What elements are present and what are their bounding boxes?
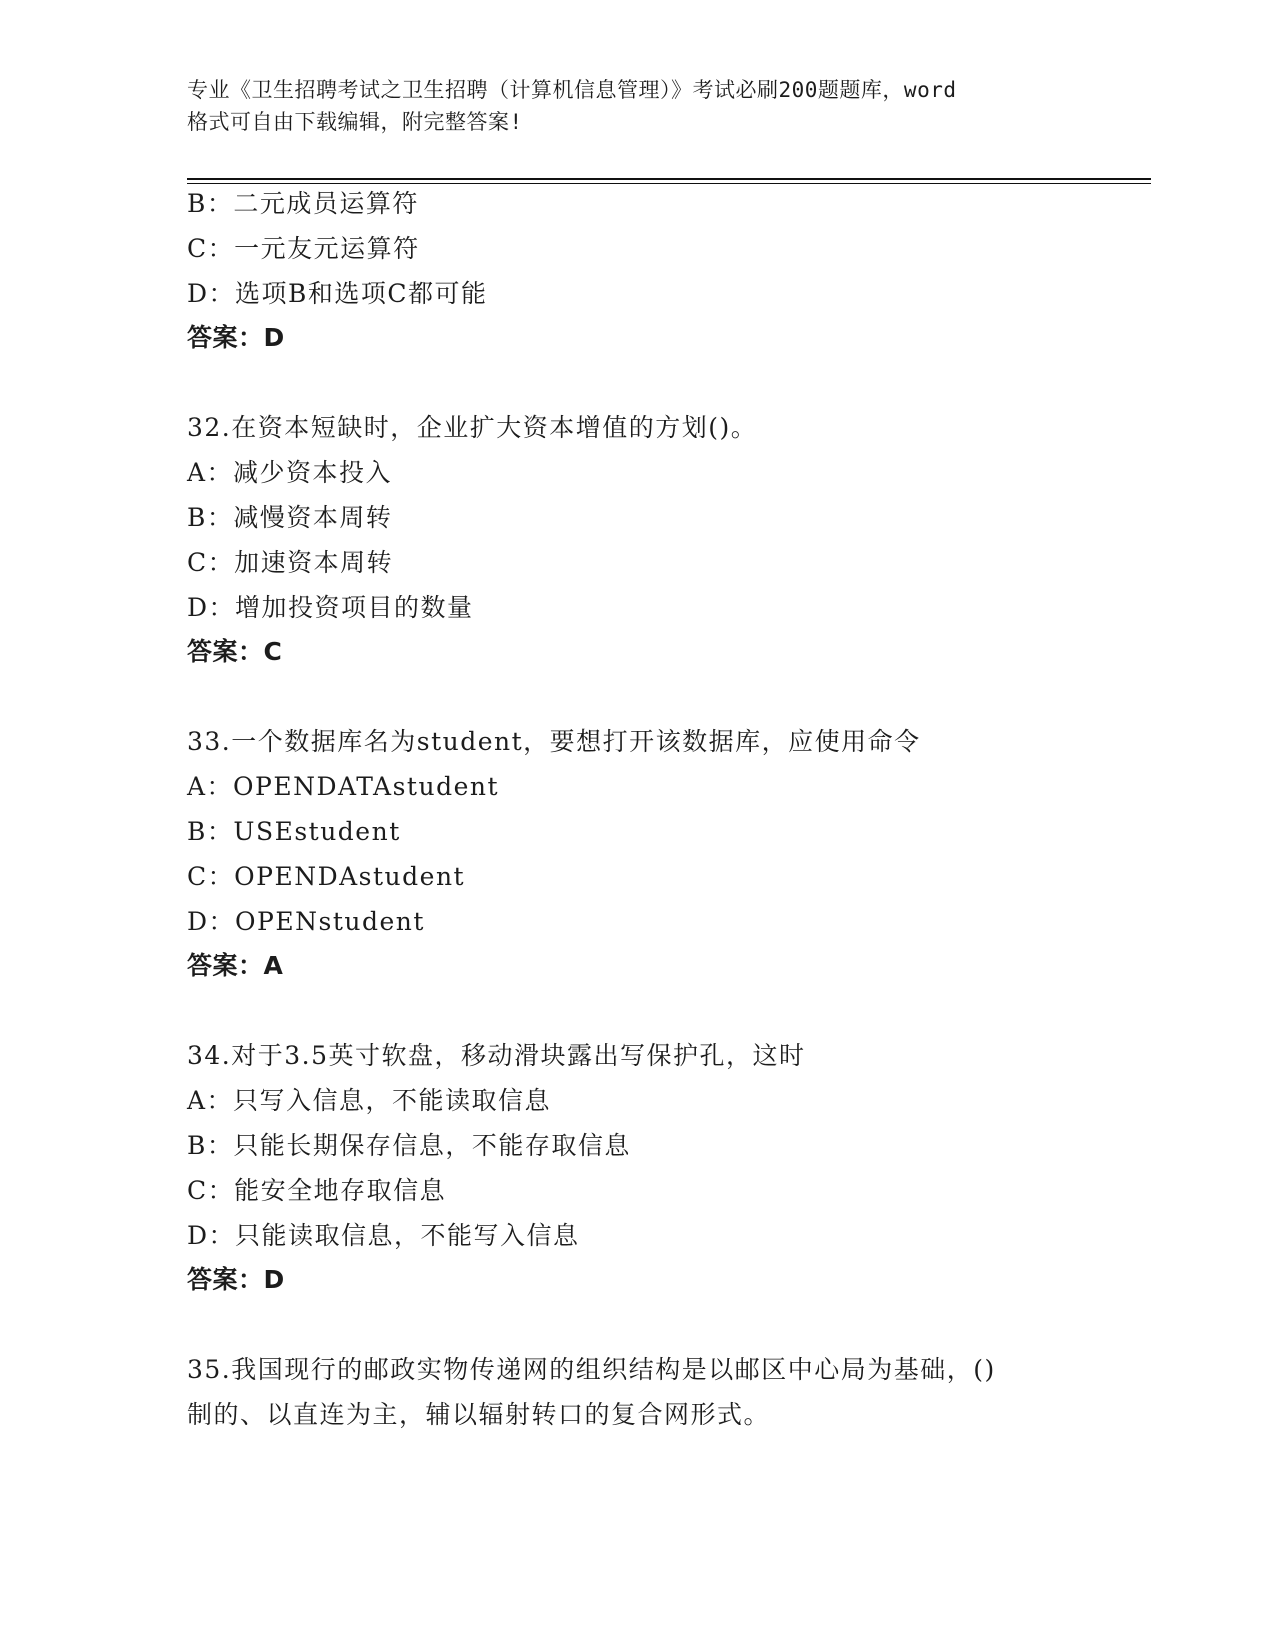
q34-option-c: C：能安全地存取信息 (187, 1176, 447, 1205)
q32-option-b: B：减慢资本周转 (187, 503, 393, 532)
q34-answer: 答案：D (187, 1265, 285, 1294)
q34-option-a: A：只写入信息，不能读取信息 (187, 1086, 552, 1115)
q33-question: 33.一个数据库名为student，要想打开该数据库，应使用命令 (187, 727, 921, 756)
q31-option-b: B：二元成员运算符 (187, 189, 419, 218)
header-title-line-2: 格式可自由下载编辑，附完整答案! (187, 110, 523, 134)
q33-option-b: B：USEstudent (187, 817, 401, 846)
header-title-line-1: 专业《卫生招聘考试之卫生招聘（计算机信息管理）》考试必刷200题题库，word (187, 78, 957, 102)
q34-option-d: D：只能读取信息，不能写入信息 (187, 1221, 580, 1250)
q31-option-c: C：一元友元运算符 (187, 234, 420, 263)
q33-option-a: A：OPENDATAstudent (187, 772, 500, 801)
q32-question: 32.在资本短缺时，企业扩大资本增值的方划()。 (187, 413, 758, 442)
header-divider-thin (187, 183, 1151, 184)
q32-answer: 答案：C (187, 637, 283, 666)
q33-option-c: C：OPENDAstudent (187, 862, 466, 891)
q35-question-line-2: 制的、以直连为主，辅以辐射转口的复合网形式。 (187, 1400, 771, 1429)
q32-option-d: D：增加投资项目的数量 (187, 593, 474, 622)
q31-answer: 答案：D (187, 323, 285, 352)
q33-option-d: D：OPENstudent (187, 907, 425, 936)
document-header (187, 74, 1087, 138)
q31-option-d: D：选项B和选项C都可能 (187, 279, 488, 308)
q34-question: 34.对于3.5英寸软盘，移动滑块露出写保护孔，这时 (187, 1041, 806, 1070)
q32-option-a: A：减少资本投入 (187, 458, 393, 487)
q32-option-c: C：加速资本周转 (187, 548, 394, 577)
q33-answer: 答案：A (187, 951, 284, 980)
header-divider-thick (187, 178, 1151, 180)
q35-question-line-1: 35.我国现行的邮政实物传递网的组织结构是以邮区中心局为基础，() (187, 1355, 996, 1384)
q34-option-b: B：只能长期保存信息，不能存取信息 (187, 1131, 631, 1160)
